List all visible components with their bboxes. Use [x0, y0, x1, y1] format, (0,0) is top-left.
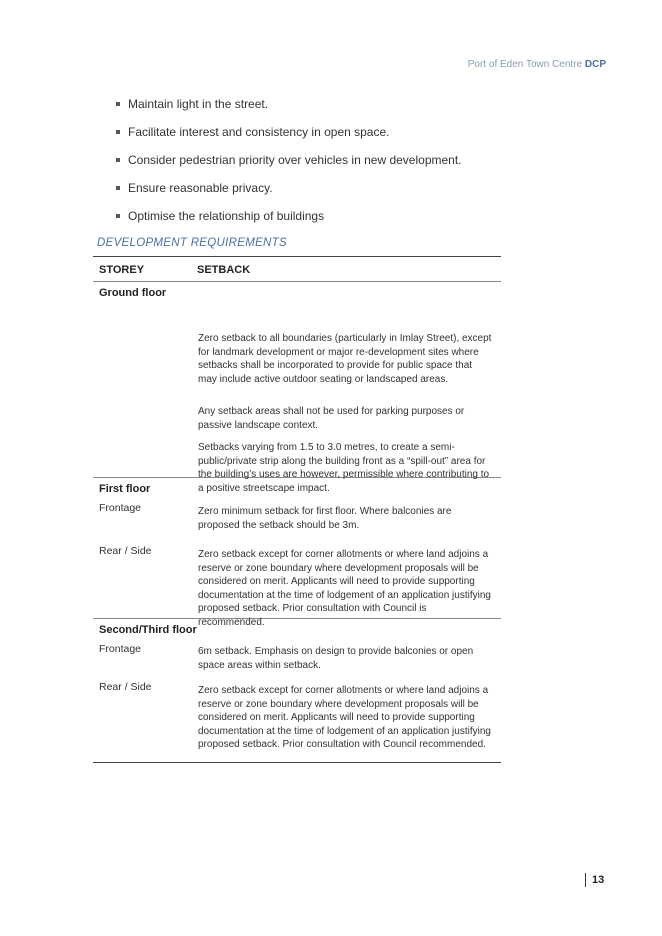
- setback-table: [93, 256, 501, 763]
- objectives-list: [116, 97, 462, 237]
- column-header-setback: SETBACK: [197, 264, 251, 276]
- page-number-divider: [585, 873, 586, 887]
- doc-title: Port of Eden Town Centre: [467, 59, 583, 70]
- sub-label: Rear / Side: [99, 681, 152, 693]
- storey-label: Second/Third floor: [99, 624, 197, 636]
- setback-text: Any setback areas shall not be used for parking purposes or passive landscape context.: [198, 406, 465, 431]
- column-header-storey: STOREY: [99, 264, 145, 276]
- list-item: Consider pedestrian priority over vehicles in new development.: [116, 153, 462, 181]
- bullet-icon: [116, 214, 120, 218]
- bullet-icon: [116, 130, 120, 134]
- setback-text: Zero setback to all boundaries (particularly in Imlay Street), except for landmark development or major re-development sites where setbacks shall be incorporated to provide for public space that may include active outdoor seating or landscaped areas.: [198, 333, 492, 385]
- setback-text: Setbacks varying from 1.5 to 3.0 metres, to create a semi-public/private strip along the building front as a “spill-out” area for the building’s uses are however, permissible where contributing to a positive streetscape impact.: [198, 442, 490, 494]
- section-title: DEVELOPMENT REQUIREMENTS: [97, 237, 287, 249]
- doc-code: DCP: [584, 59, 606, 70]
- sub-label: Rear / Side: [99, 545, 152, 557]
- list-item: Ensure reasonable privacy.: [116, 181, 462, 209]
- list-item: Facilitate interest and consistency in open space.: [116, 125, 462, 153]
- table-row: [93, 619, 501, 762]
- running-header: [468, 59, 606, 70]
- setback-text: Zero minimum setback for first floor. Where balconies are proposed the setback should be 3m.: [198, 506, 452, 531]
- storey-label: First floor: [99, 483, 151, 495]
- list-item: Optimise the relationship of buildings: [116, 209, 462, 237]
- sub-label: Frontage: [99, 502, 142, 514]
- setback-text: 6m setback. Emphasis on design to provide balconies or open space areas within setback.: [198, 646, 474, 671]
- bullet-icon: [116, 102, 120, 106]
- setback-text: Zero setback except for corner allotments or where land adjoins a reserve or zone boundary where development proposals will be considered on merit. Applicants will need to provide supporting documentation at the time of lodgement of an application justifying proposed setback. Prior consultation with Council is recommended.: [198, 549, 491, 628]
- sub-label: Frontage: [99, 643, 142, 655]
- table-row: [93, 478, 501, 628]
- storey-label: Ground floor: [99, 287, 167, 299]
- table-header: [93, 257, 501, 281]
- bullet-icon: [116, 158, 120, 162]
- bullet-icon: [116, 186, 120, 190]
- page-number: 13: [592, 874, 605, 886]
- setback-text: Zero setback except for corner allotments or where land adjoins a reserve or zone boundary where development proposals will be considered on merit. Applicants will need to provide supporting documentation at the time of lodgement of an application justifying proposed setback. Prior consultation with Council recommended.: [198, 685, 491, 750]
- list-item: Maintain light in the street.: [116, 97, 462, 125]
